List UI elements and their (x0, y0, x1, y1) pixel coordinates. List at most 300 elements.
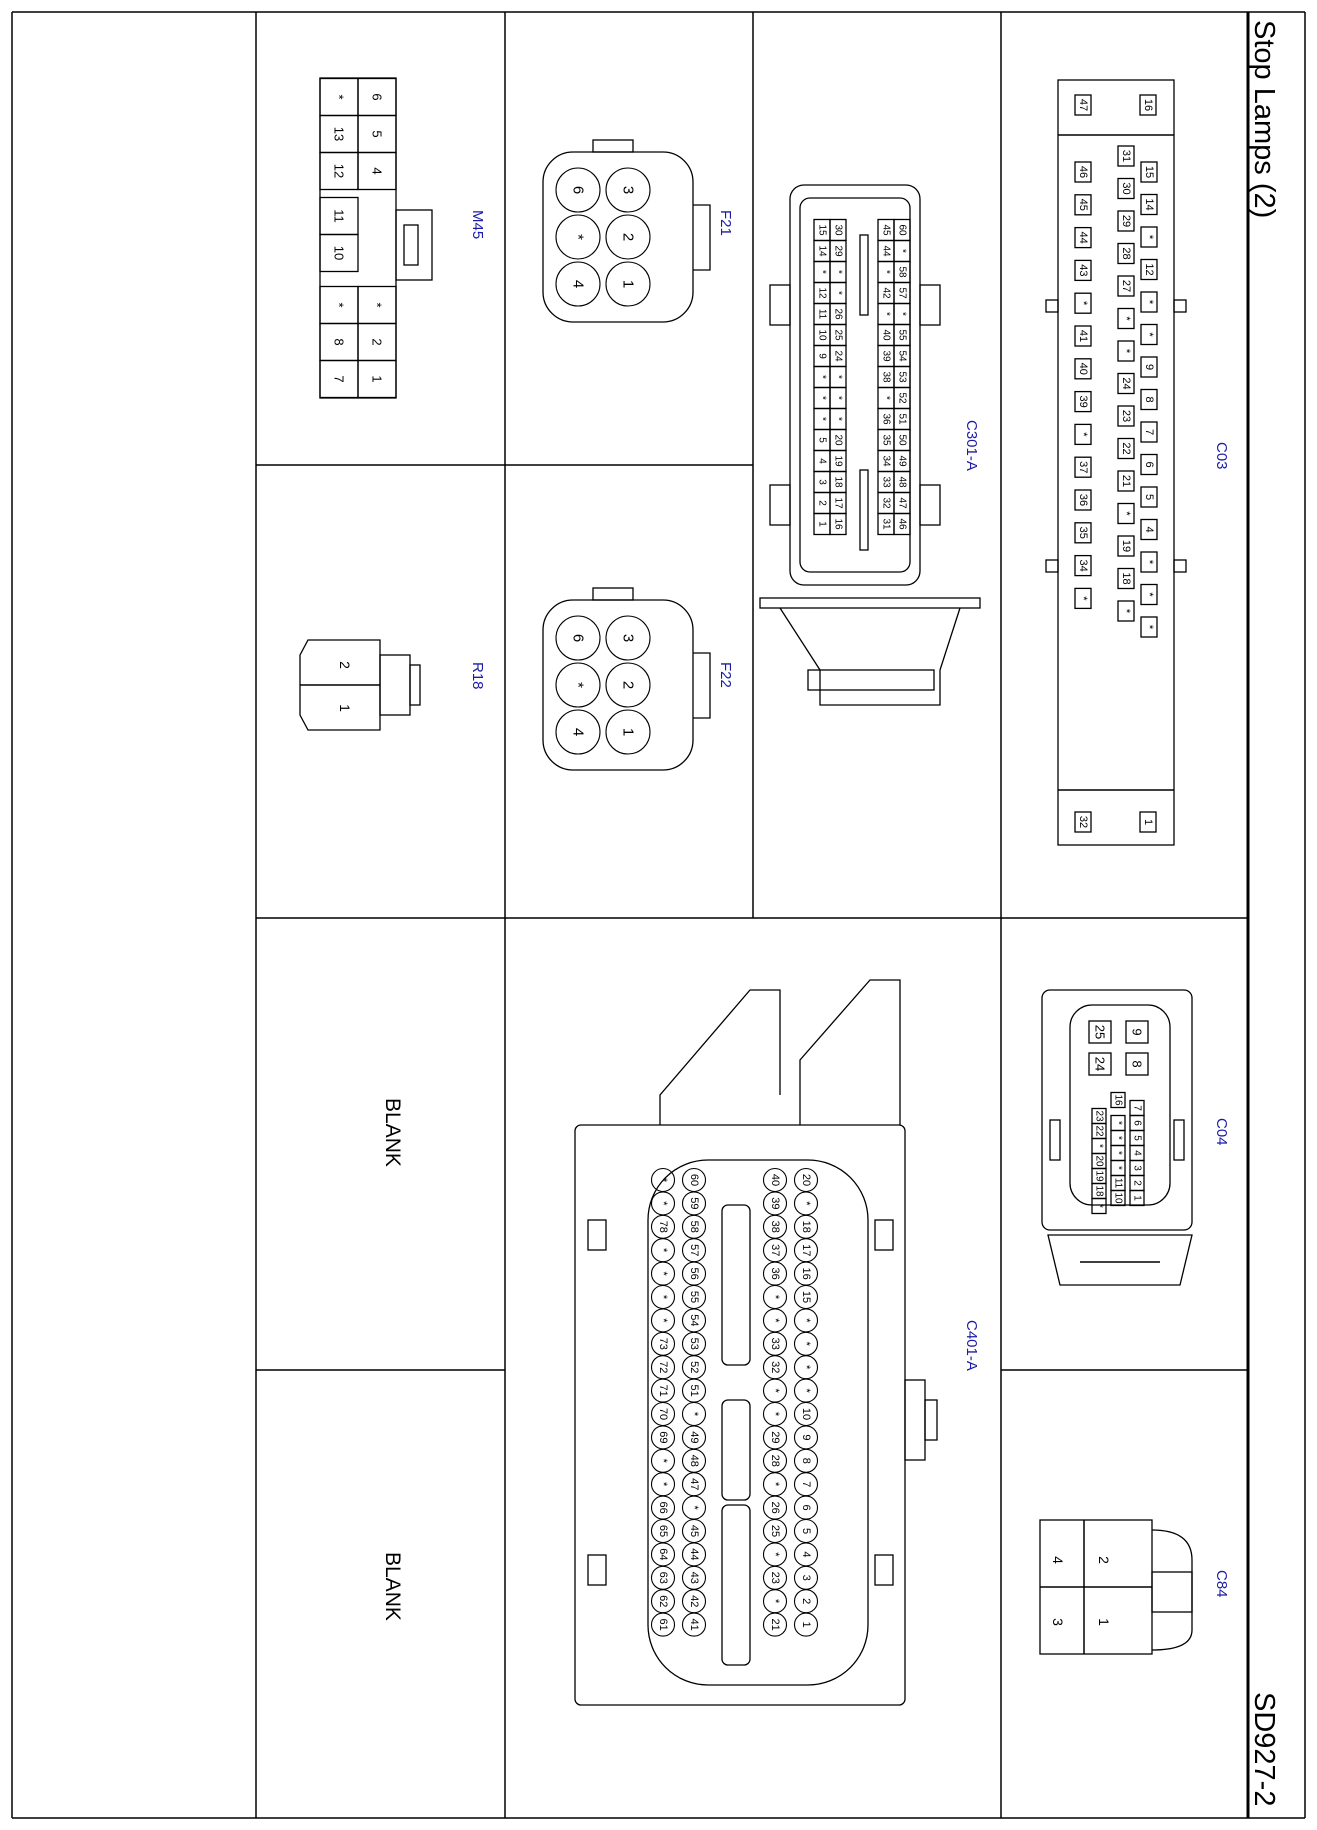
connector-label-c401a: C401-A (963, 1320, 980, 1371)
f22-pin: 4 (569, 727, 587, 737)
c04-pin: * (1093, 1204, 1105, 1208)
c04-pin: * (1093, 1144, 1105, 1148)
c03-tab-right-1 (1174, 300, 1186, 312)
blank-cell-label-lower: BLANK (381, 1552, 404, 1621)
c401a-pin: 57 (688, 1244, 700, 1257)
c301a-pin: * (880, 270, 892, 274)
c401a-pin: * (657, 1458, 669, 1463)
c301a-key-1 (860, 235, 868, 315)
c401a-pin: 18 (800, 1220, 812, 1233)
connector-label-c84: C84 (1213, 1570, 1230, 1598)
connector-shapes (300, 78, 1192, 1705)
c03-pin: 8 (1143, 396, 1155, 403)
c301a-pin: 32 (880, 497, 892, 509)
c301a-pin: 57 (896, 287, 908, 299)
c04-pin: 3 (1131, 1165, 1143, 1171)
m45-latch-inner (404, 225, 418, 265)
f22-latch (693, 653, 710, 718)
c301a-pin: 31 (880, 518, 892, 530)
c301a-pin: 25 (832, 329, 844, 341)
f21-latch (693, 205, 710, 270)
c401a-pin: 56 (688, 1267, 700, 1280)
connector-label-m45: M45 (469, 210, 486, 240)
m45-pin: * (369, 302, 385, 308)
c03-pin: 23 (1120, 409, 1132, 423)
m45-pin: * (331, 94, 347, 100)
c84-lock (1152, 1572, 1192, 1612)
c03-pin: 27 (1120, 279, 1132, 293)
f22-pin: 1 (619, 727, 637, 737)
c04-pin: 8 (1129, 1060, 1145, 1068)
c401a-slot-3 (722, 1505, 750, 1665)
c401a-pin: * (657, 1177, 669, 1183)
c301a-pin: 12 (816, 287, 828, 299)
c04-pin: 6 (1131, 1120, 1143, 1126)
c401a-pin: 3 (800, 1574, 812, 1581)
f21-pin: 6 (569, 185, 587, 195)
connector-label-c03: C03 (1213, 442, 1230, 470)
c401a-pin: 49 (688, 1431, 700, 1444)
c401a-pin: 55 (688, 1290, 700, 1304)
c04-pin: 4 (1131, 1150, 1143, 1156)
f22-pin: 3 (619, 633, 637, 643)
c03-pin: 32 (1077, 815, 1089, 829)
c401a-pin: 7 (800, 1481, 812, 1488)
c04-pin: * (1112, 1121, 1124, 1125)
m45-pin: 1 (369, 375, 385, 383)
c401a-pin: 38 (769, 1220, 781, 1233)
m45-pin: * (331, 302, 347, 308)
c401a-pin: 58 (688, 1220, 700, 1233)
c03-pin: * (1077, 596, 1089, 601)
c401a-pin: * (800, 1388, 812, 1393)
c03-pin: 29 (1120, 214, 1132, 228)
c401a-pin: 29 (769, 1431, 781, 1444)
c03-pin: 4 (1143, 526, 1155, 533)
c301a-tab-r2 (920, 485, 940, 525)
f21-pin: 3 (619, 185, 637, 195)
c401a-pin: 48 (688, 1454, 700, 1467)
c401a-pin: * (657, 1318, 669, 1323)
c301a-tab-l1 (770, 285, 790, 325)
c03-pin: 28 (1120, 247, 1132, 260)
c04-pin: 22 (1093, 1125, 1105, 1137)
c04-pin: 11 (1112, 1177, 1124, 1189)
c301a-pin: 29 (832, 245, 844, 257)
c401a-pin: 40 (769, 1173, 781, 1187)
c03-pin: 44 (1077, 231, 1089, 244)
c301a-pin: * (832, 291, 844, 295)
c03-pin: * (1120, 348, 1132, 354)
c301a-pin: 60 (896, 224, 908, 236)
c401a-pin: * (688, 1411, 700, 1417)
c401a-handle (660, 980, 900, 1125)
c401a-pin: 25 (769, 1524, 781, 1538)
c03-pin: 16 (1142, 98, 1154, 112)
c03-pin: * (1143, 234, 1155, 240)
connector-label-r18: R18 (469, 662, 486, 690)
c301a-pin: 51 (896, 413, 908, 425)
c401a-pin: * (769, 1388, 781, 1393)
c03-pin: * (1143, 299, 1155, 305)
m45-pin: 7 (331, 375, 347, 383)
f21-body (543, 152, 693, 322)
c401a-side-latch (905, 1380, 925, 1460)
grid-lines (12, 12, 1305, 1818)
c04-foot (1048, 1235, 1192, 1285)
c04-pin: 9 (1129, 1028, 1145, 1036)
c301a-pin: 40 (880, 329, 892, 341)
c04-pin: 7 (1131, 1105, 1143, 1111)
c301a-pin: 35 (880, 434, 892, 446)
c03-pin: 15 (1143, 165, 1155, 179)
c301a-pin: 46 (896, 518, 908, 530)
connector-label-c301a: C301-A (963, 420, 980, 471)
c301a-pin: 2 (816, 500, 828, 506)
c04-pin: * (1112, 1151, 1124, 1155)
c301a-boot-band (808, 670, 934, 690)
c401a-pin: * (769, 1482, 781, 1487)
c03-pin: 18 (1120, 572, 1132, 585)
c401a-pin: 52 (688, 1361, 700, 1374)
c03-pin: * (1120, 511, 1132, 516)
c301a-pin: 42 (880, 287, 892, 299)
c301a-pin: * (816, 375, 828, 379)
c301a-pin: 19 (832, 455, 844, 467)
c301a-pin: * (816, 396, 828, 400)
f21-pin: * (569, 234, 587, 240)
c401a-pin: 33 (769, 1337, 781, 1350)
connector-label-c04: C04 (1213, 1118, 1230, 1146)
m45-latch (396, 210, 432, 280)
c401a-pin: * (657, 1482, 669, 1487)
c03-pin: 5 (1143, 493, 1155, 501)
c301a-pin: * (880, 396, 892, 400)
c301a-pin: 47 (896, 497, 908, 509)
c03-pin: 22 (1120, 442, 1132, 455)
c84-pin: 3 (1050, 1618, 1066, 1626)
c301a-pin: 36 (880, 413, 892, 425)
f22-top-tab (593, 588, 633, 600)
c04-latch-right (1174, 1120, 1184, 1160)
m45-pin: 5 (369, 130, 385, 138)
c401a-side-latch-tip (925, 1400, 937, 1440)
c401a-pin: 69 (657, 1431, 669, 1444)
c401a-pin: * (800, 1201, 812, 1206)
c401a-pin: 1 (800, 1621, 812, 1628)
c03-pin: 1 (1142, 818, 1154, 826)
c03-pin: 39 (1077, 395, 1089, 408)
c401a-slot-2 (722, 1400, 750, 1500)
c03-tab-left-1 (1046, 300, 1058, 312)
c03-tab-left-2 (1046, 560, 1058, 572)
c03-pin: 34 (1077, 559, 1089, 572)
c401a-pin: * (769, 1318, 781, 1323)
c301a-pin: 54 (896, 350, 908, 362)
m45-pin: 12 (331, 163, 347, 179)
c84-latch (1152, 1530, 1192, 1650)
c301a-pin: 20 (832, 434, 844, 446)
c401a-pin: 51 (688, 1384, 700, 1397)
c401a-tab-l2 (588, 1555, 606, 1585)
c401a-pin: 8 (800, 1457, 812, 1464)
c03-pin: 43 (1077, 264, 1089, 277)
c401a-pin: * (769, 1411, 781, 1417)
c03-pin: 31 (1120, 149, 1132, 163)
c401a-pin: 4 (800, 1551, 812, 1558)
c301a-pin: * (832, 417, 844, 421)
c401a-pin: 63 (657, 1571, 669, 1584)
c03-pin: 24 (1120, 377, 1132, 390)
f22-pin: * (569, 682, 587, 688)
c03-pin: * (1143, 559, 1155, 565)
c401a-pin: 59 (688, 1197, 700, 1210)
c301a-pin: 30 (832, 224, 844, 236)
c401a-pin: 66 (657, 1501, 669, 1514)
c401a-body (575, 1125, 905, 1705)
c301a-pin: 34 (880, 455, 892, 467)
c401a-pin: 70 (657, 1407, 669, 1421)
c301a-pin: 1 (816, 521, 828, 527)
c401a-pin: 15 (800, 1290, 812, 1304)
c401a-pin: 78 (657, 1220, 669, 1233)
c401a-pin: 73 (657, 1337, 669, 1350)
c301a-pin: * (896, 312, 908, 316)
c401a-pin: 44 (688, 1548, 700, 1561)
c401a-pin: 5 (800, 1527, 812, 1535)
c301a-pin: 45 (880, 224, 892, 236)
c03-pin: 12 (1143, 263, 1155, 276)
c401a-pin: 64 (657, 1548, 669, 1561)
c401a-pin: * (800, 1341, 812, 1346)
c301a-key-2 (860, 470, 868, 550)
c401a-pin: 23 (769, 1571, 781, 1584)
c401a-pin: 2 (800, 1598, 812, 1605)
r18-latch (380, 655, 410, 715)
c04-pin: 2 (1131, 1180, 1143, 1186)
c301a-pin: * (880, 312, 892, 316)
blank-cell-label-upper: BLANK (381, 1098, 404, 1167)
c301a-pin: 15 (816, 224, 828, 236)
c401a-pin: 16 (800, 1267, 812, 1280)
c04-pin: 24 (1092, 1056, 1108, 1072)
f22-pin: 2 (619, 680, 637, 690)
c301a-pin: 50 (896, 434, 908, 446)
c04-pin: 19 (1093, 1170, 1105, 1182)
c03-pin: 30 (1120, 182, 1132, 195)
m45-pin: 8 (331, 338, 347, 346)
c03-pin: 37 (1077, 461, 1089, 474)
c401a-pin: * (800, 1365, 812, 1370)
c03-pin: 45 (1077, 198, 1089, 211)
c301a-pin: 52 (896, 392, 908, 404)
c401a-pin: 39 (769, 1197, 781, 1210)
c401a-pin: 47 (688, 1478, 700, 1491)
c03-pin: 36 (1077, 493, 1089, 507)
c03-pin: * (1143, 592, 1155, 597)
c401a-pin: 43 (688, 1571, 700, 1584)
c401a-pin: 9 (800, 1434, 812, 1441)
f22-pin: 6 (569, 633, 587, 643)
c401a-pin: 61 (657, 1618, 669, 1631)
c301a-pin: 14 (816, 245, 828, 257)
m45-pin: 11 (331, 209, 347, 223)
page-title: Stop Lamps (2) (1248, 20, 1280, 219)
c84-pin: 1 (1096, 1618, 1112, 1626)
c03-pin: 21 (1120, 474, 1132, 488)
c401a-tab-l1 (588, 1220, 606, 1250)
c301a-flange (760, 598, 980, 608)
c301a-pin: 44 (880, 245, 892, 257)
c401a-pin: * (769, 1552, 781, 1557)
c401a-pin: * (688, 1505, 700, 1510)
c401a-tab-r2 (875, 1555, 893, 1585)
c401a-pin: 28 (769, 1454, 781, 1467)
c03-pin: * (1120, 316, 1132, 321)
c04-pin: 5 (1131, 1135, 1143, 1141)
c401a-pin: * (657, 1201, 669, 1206)
c301a-pin: 17 (832, 497, 844, 509)
c301a-pin: 58 (896, 266, 908, 278)
c301a-pin: * (832, 396, 844, 400)
c301a-pin: 39 (880, 350, 892, 362)
c401a-pin: * (769, 1294, 781, 1300)
r18-pin: 1 (337, 704, 353, 712)
c401a-pin: 62 (657, 1595, 669, 1608)
c301a-pin: 3 (816, 479, 828, 485)
c301a-pin: 24 (832, 350, 844, 362)
c401a-pin: 41 (688, 1618, 700, 1631)
c401a-pin: * (657, 1271, 669, 1276)
c03-pin: 14 (1143, 198, 1155, 211)
c03-pin: 6 (1143, 461, 1155, 468)
c301a-pin: 53 (896, 371, 908, 383)
connector-pins (320, 79, 1157, 1637)
c301a-pin: 9 (816, 353, 828, 359)
c301a-pin: 10 (816, 329, 828, 341)
c04-pin: 1 (1131, 1195, 1143, 1201)
f21-pin: 1 (619, 279, 637, 289)
c03-pin: * (1077, 301, 1089, 306)
c401a-pin: * (657, 1248, 669, 1253)
c401a-pin: 10 (800, 1407, 812, 1421)
c03-pin: 19 (1120, 539, 1132, 553)
c301a-pin: 26 (832, 308, 844, 320)
m45-pin: 6 (369, 93, 385, 101)
c04-latch-left (1050, 1120, 1060, 1160)
c04-pin: 16 (1112, 1094, 1124, 1106)
c401a-pin: 42 (688, 1595, 700, 1608)
c301a-pin: * (816, 417, 828, 421)
m45-pin: 10 (331, 245, 347, 261)
c301a-pin: 33 (880, 476, 892, 488)
c401a-pin: 53 (688, 1337, 700, 1350)
diagram-code: SD927-2 (1248, 1692, 1280, 1807)
c401a-slot-1 (722, 1205, 750, 1365)
m45-pin: 4 (369, 167, 385, 175)
r18-latch-tip (410, 665, 420, 705)
c301a-pin: 4 (816, 458, 828, 464)
c401a-pin: * (657, 1294, 669, 1300)
c04-pin: 10 (1112, 1192, 1124, 1204)
c03-pin: 46 (1077, 165, 1089, 179)
c03-pin: 47 (1077, 98, 1089, 112)
c301a-tab-r1 (920, 285, 940, 325)
c401a-face (648, 1160, 868, 1685)
c401a-pin: 21 (769, 1618, 781, 1631)
c04-pin: * (1112, 1136, 1124, 1140)
c301a-pin: * (896, 249, 908, 253)
c301a-pin: 38 (880, 371, 892, 383)
c03-pin: * (1120, 608, 1132, 614)
c84-pin: 2 (1096, 1556, 1112, 1564)
c401a-pin: 72 (657, 1361, 669, 1374)
c401a-pin: 6 (800, 1504, 812, 1511)
c401a-pin: 65 (657, 1524, 669, 1538)
c401a-pin: 36 (769, 1267, 781, 1280)
c84-pin: 4 (1050, 1556, 1066, 1564)
f22-body (543, 600, 693, 770)
connector-label-f21: F21 (717, 210, 734, 236)
r18-pin: 2 (337, 661, 353, 669)
c03-pin: 40 (1077, 362, 1089, 375)
c301a-pin: 48 (896, 476, 908, 488)
c03-tab-right-2 (1174, 560, 1186, 572)
c401a-pin: * (800, 1318, 812, 1323)
connector-label-f22: F22 (717, 662, 734, 688)
c401a-pin: 26 (769, 1501, 781, 1514)
c03-pin: * (1077, 432, 1089, 437)
c401a-pin: 54 (688, 1314, 700, 1327)
c301a-pin: 16 (832, 518, 844, 530)
c03-pin: 35 (1077, 526, 1089, 539)
c301a-pin: * (832, 375, 844, 379)
c301a-pin: 49 (896, 455, 908, 467)
c301a-pin: 55 (896, 329, 908, 341)
c401a-pin: 20 (800, 1173, 812, 1187)
m45-pin: 2 (369, 338, 385, 346)
c401a-pin: 45 (688, 1524, 700, 1538)
f21-pin: 4 (569, 279, 587, 289)
c03-pin: 9 (1143, 363, 1155, 371)
c04-pin: 20 (1093, 1155, 1105, 1167)
c301a-pin: 11 (816, 308, 828, 320)
c401a-tab-r1 (875, 1220, 893, 1250)
f21-pin: 2 (619, 232, 637, 242)
c401a-pin: 60 (688, 1173, 700, 1187)
c03-pin: 41 (1077, 329, 1089, 343)
c401a-pin: 37 (769, 1244, 781, 1257)
c301a-pin: 5 (816, 437, 828, 443)
c401a-pin: 32 (769, 1361, 781, 1374)
c03-pin: * (1143, 332, 1155, 337)
c04-pin: 18 (1093, 1185, 1105, 1197)
c401a-pin: 17 (800, 1244, 812, 1257)
c301a-pin: 18 (832, 476, 844, 488)
f21-top-tab (593, 140, 633, 152)
c301a-pin: * (832, 270, 844, 274)
m45-pin: 13 (331, 126, 347, 142)
c04-pin: 23 (1093, 1110, 1105, 1122)
c03-pin: * (1143, 624, 1155, 630)
c301a-pin: * (816, 270, 828, 274)
c03-pin: 7 (1143, 428, 1155, 436)
c04-pin: 25 (1092, 1024, 1108, 1040)
c401a-pin: * (769, 1599, 781, 1604)
c401a-pin: 71 (657, 1384, 669, 1397)
c301a-tab-l2 (770, 485, 790, 525)
c04-pin: * (1112, 1166, 1124, 1170)
